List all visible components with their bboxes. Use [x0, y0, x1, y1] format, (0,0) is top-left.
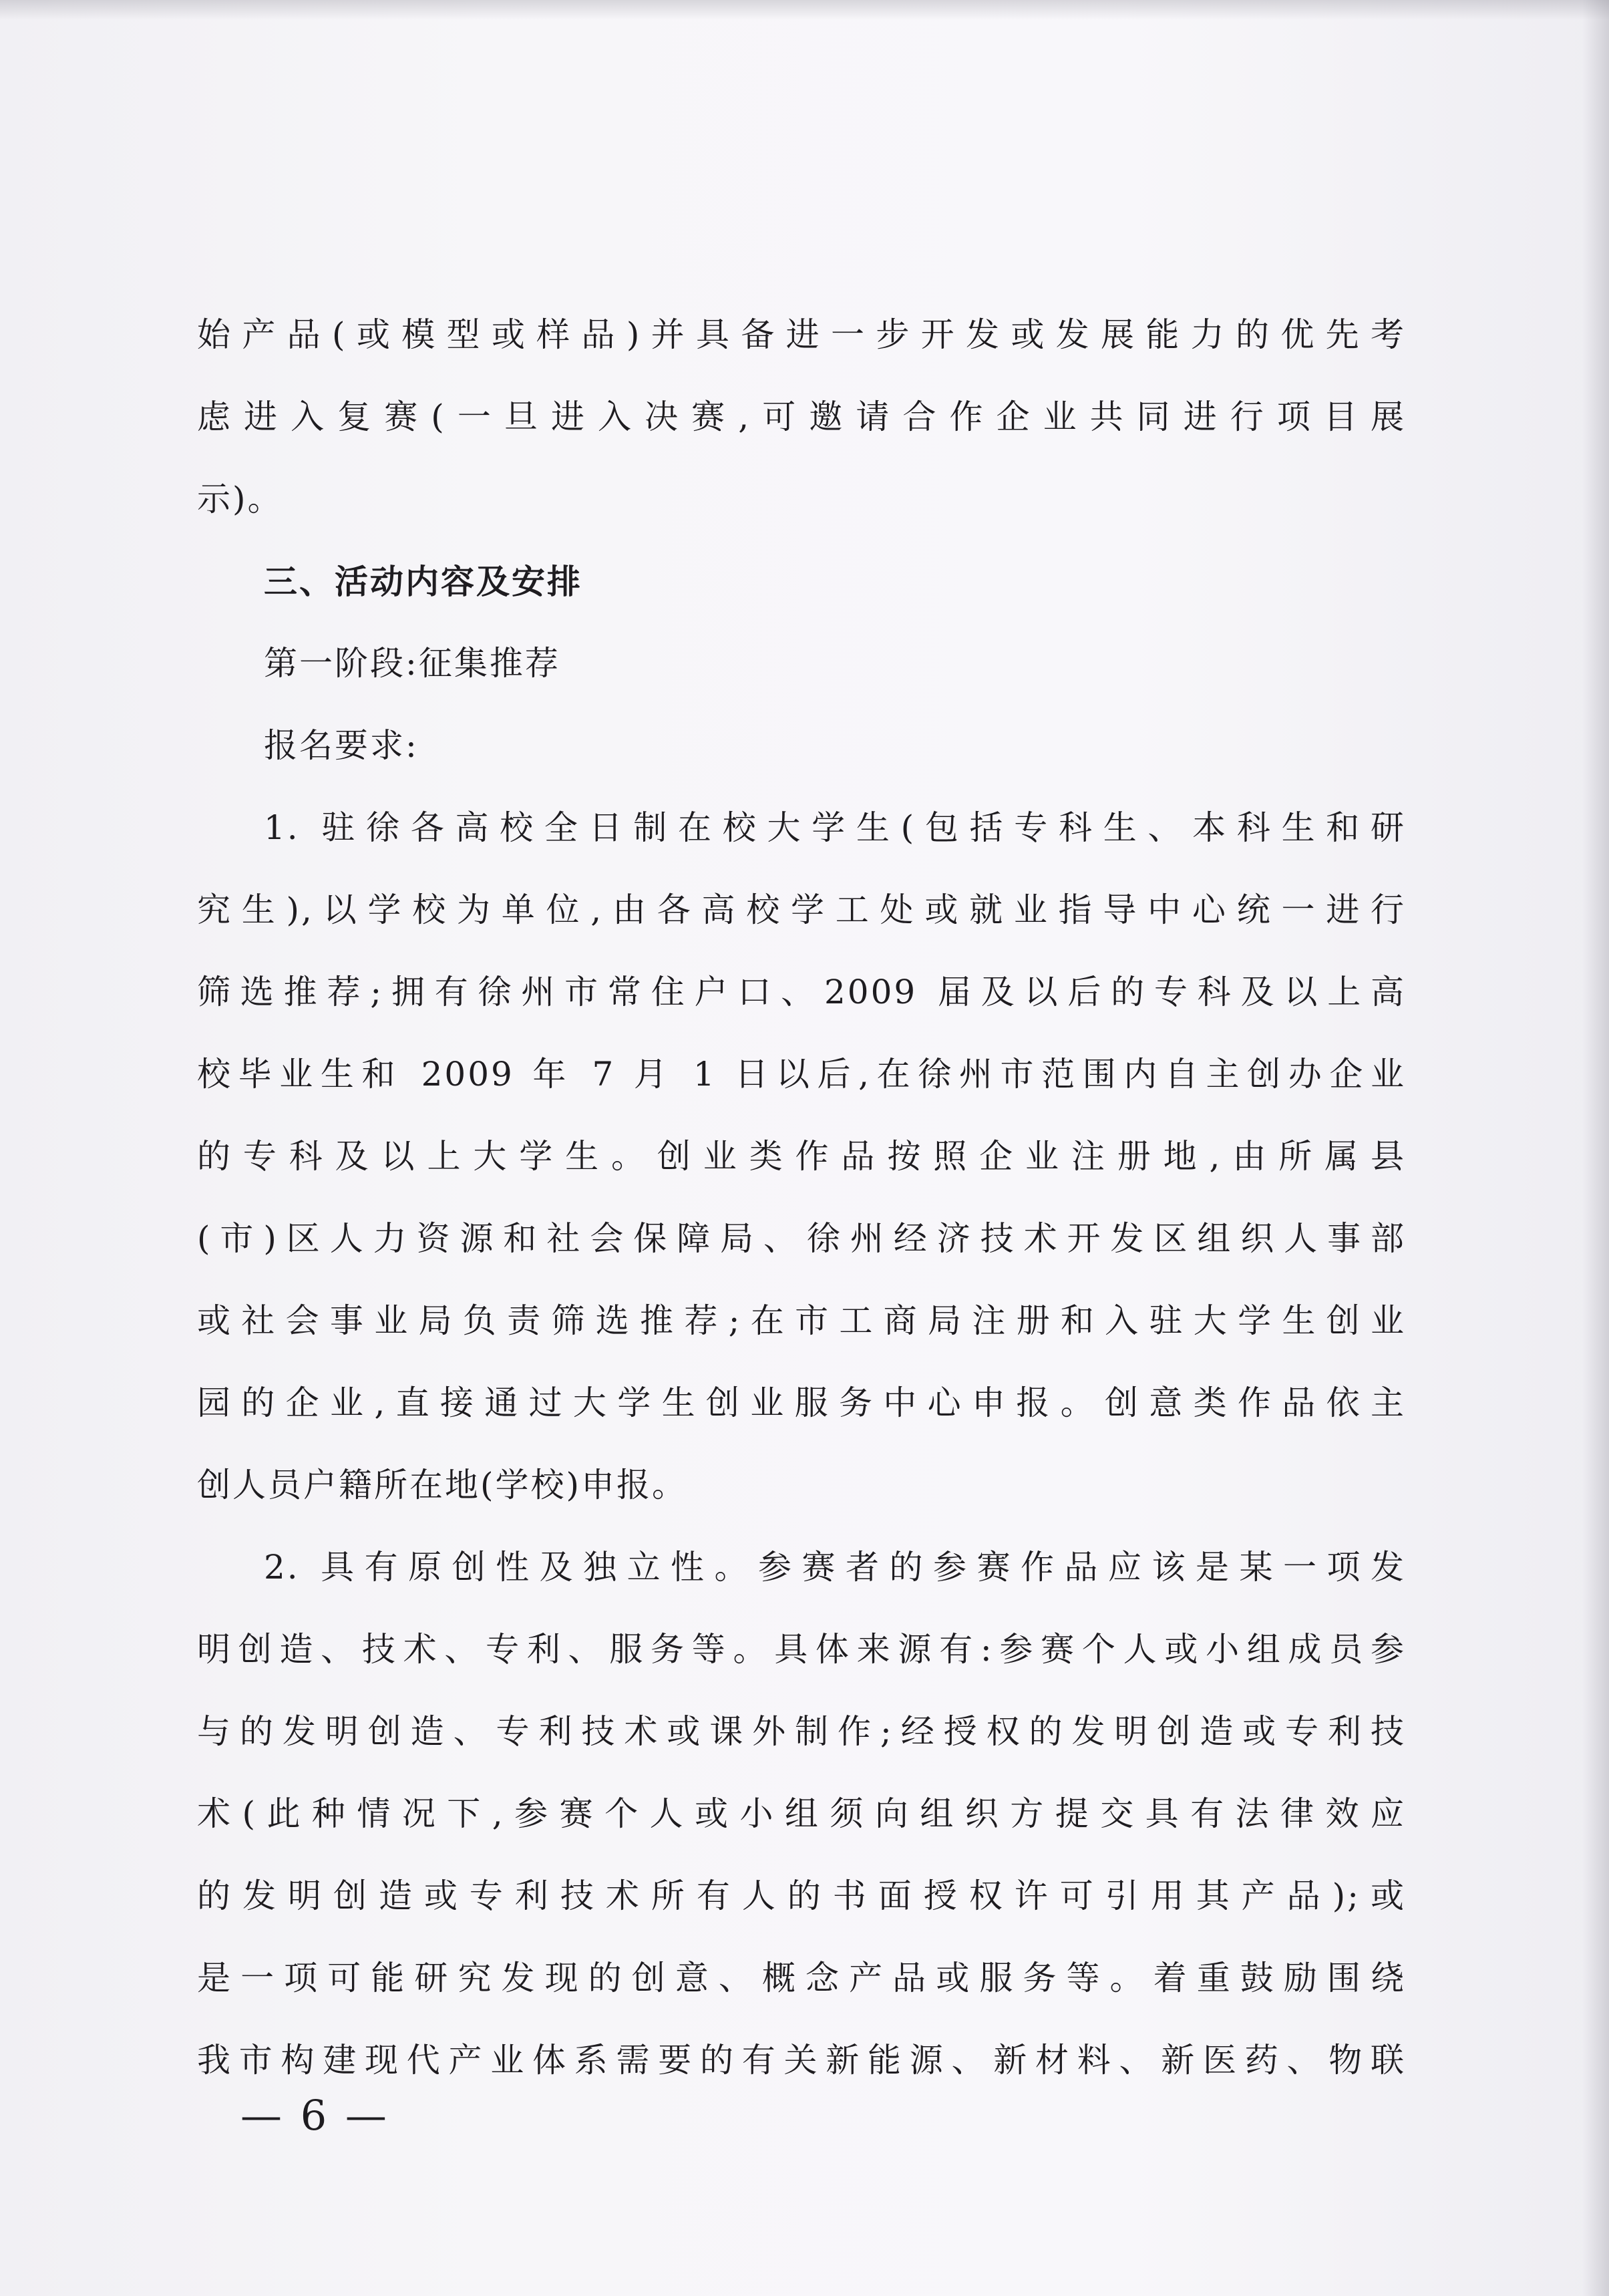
text-line: 示)。 — [197, 480, 283, 518]
page-edge-shadow-right — [1582, 0, 1609, 2296]
document-body — [197, 294, 1406, 2102]
text-line: 我市构建现代产业体系需要的有关新能源、新材料、新医药、物联 — [197, 2041, 1406, 2080]
page-number: — 6 — — [240, 2091, 389, 2140]
text-line: 或社会事业局负责筛选推荐;在市工商局注册和入驻大学生创业 — [197, 1301, 1406, 1340]
text-line: 的发明创造或专利技术所有人的书面授权许可引用其产品);或 — [197, 1876, 1406, 1915]
text-line: 校毕业生和 2009 年 7 月 1 日以后,在徐州市范围内自主创办企业 — [197, 1055, 1406, 1094]
subsection-heading: 第一阶段:征集推荐 — [264, 644, 560, 683]
text-line: 筛选推荐;拥有徐州市常住户口、2009 届及以后的专科及以上高 — [197, 973, 1406, 1011]
text-line: 与的发明创造、专利技术或课外制作;经授权的发明创造或专利技 — [197, 1712, 1406, 1751]
text-line: 2. 具有原创性及独立性。参赛者的参赛作品应该是某一项发 — [264, 1548, 1406, 1587]
text-line: 是一项可能研究发现的创意、概念产品或服务等。着重鼓励围绕 — [197, 1959, 1406, 1997]
text-line: 明创造、技术、专利、服务等。具体来源有:参赛个人或小组成员参 — [197, 1630, 1406, 1669]
text-line: 1. 驻徐各高校全日制在校大学生(包括专科生、本科生和研 — [264, 808, 1406, 847]
text-line: (市)区人力资源和社会保障局、徐州经济技术开发区组织人事部 — [197, 1219, 1406, 1258]
text-line: 的专科及以上大学生。创业类作品按照企业注册地,由所属县 — [197, 1137, 1406, 1176]
page-edge-shadow-top — [0, 0, 1609, 20]
text-line: 虑进入复赛(一旦进入决赛,可邀请合作企业共同进行项目展 — [197, 397, 1406, 436]
requirements-label: 报名要求: — [264, 726, 419, 765]
text-line: 究生),以学校为单位,由各高校学工处或就业指导中心统一进行 — [197, 890, 1406, 929]
text-line: 园的企业,直接通过大学生创业服务中心申报。创意类作品依主 — [197, 1383, 1406, 1422]
text-line: 创人员户籍所在地(学校)申报。 — [197, 1466, 688, 1504]
text-line: 始产品(或模型或样品)并具备进一步开发或发展能力的优先考 — [197, 315, 1406, 354]
text-line: 术(此种情况下,参赛个人或小组须向组织方提交具有法律效应 — [197, 1794, 1406, 1833]
section-heading: 三、活动内容及安排 — [264, 562, 582, 601]
